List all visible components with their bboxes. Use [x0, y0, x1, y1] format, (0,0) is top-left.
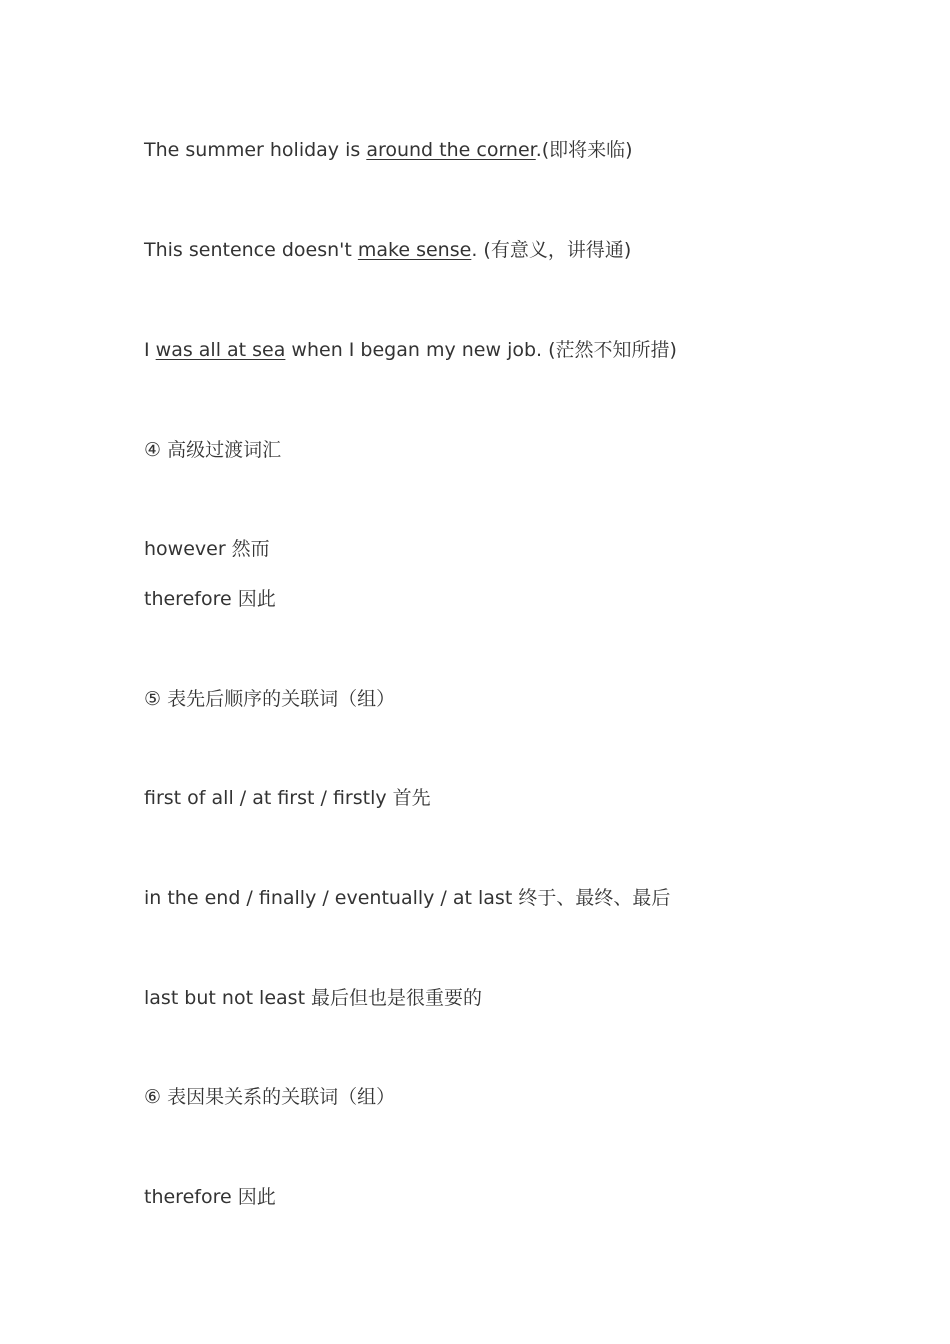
- sentence-translation: . (有意义，讲得通): [471, 239, 632, 261]
- sentence-text: This sentence doesn't: [144, 239, 358, 261]
- sentence-translation: .(即将来临): [535, 139, 633, 161]
- vocab-item: therefore 因此: [144, 588, 276, 610]
- section-heading-transition-words: ④ 高级过渡词汇: [144, 439, 282, 461]
- sentence-text: I: [144, 339, 156, 361]
- section-heading-cause-effect-words: ⑥ 表因果关系的关联词（组）: [144, 1086, 396, 1108]
- vocab-item: last but not least 最后但也是很重要的: [144, 987, 483, 1009]
- example-sentence-all-at-sea: [144, 338, 677, 362]
- underlined-phrase: around the corner: [366, 139, 536, 161]
- section-heading-sequence-words: ⑤ 表先后顺序的关联词（组）: [144, 688, 396, 710]
- vocab-item: however 然而: [144, 538, 270, 560]
- vocab-item: therefore 因此: [144, 1186, 276, 1208]
- sentence-translation: when I began my new job. (茫然不知所措): [285, 339, 677, 361]
- vocab-item: in the end / finally / eventually / at last 终于、最终、最后: [144, 887, 671, 909]
- vocab-item: first of all / at first / firstly 首先: [144, 787, 431, 809]
- underlined-phrase: make sense: [357, 239, 472, 261]
- example-sentence-around-the-corner: [144, 138, 633, 162]
- example-sentence-make-sense: [144, 238, 631, 262]
- underlined-phrase: was all at sea: [155, 339, 286, 361]
- sentence-text: The summer holiday is: [144, 139, 367, 161]
